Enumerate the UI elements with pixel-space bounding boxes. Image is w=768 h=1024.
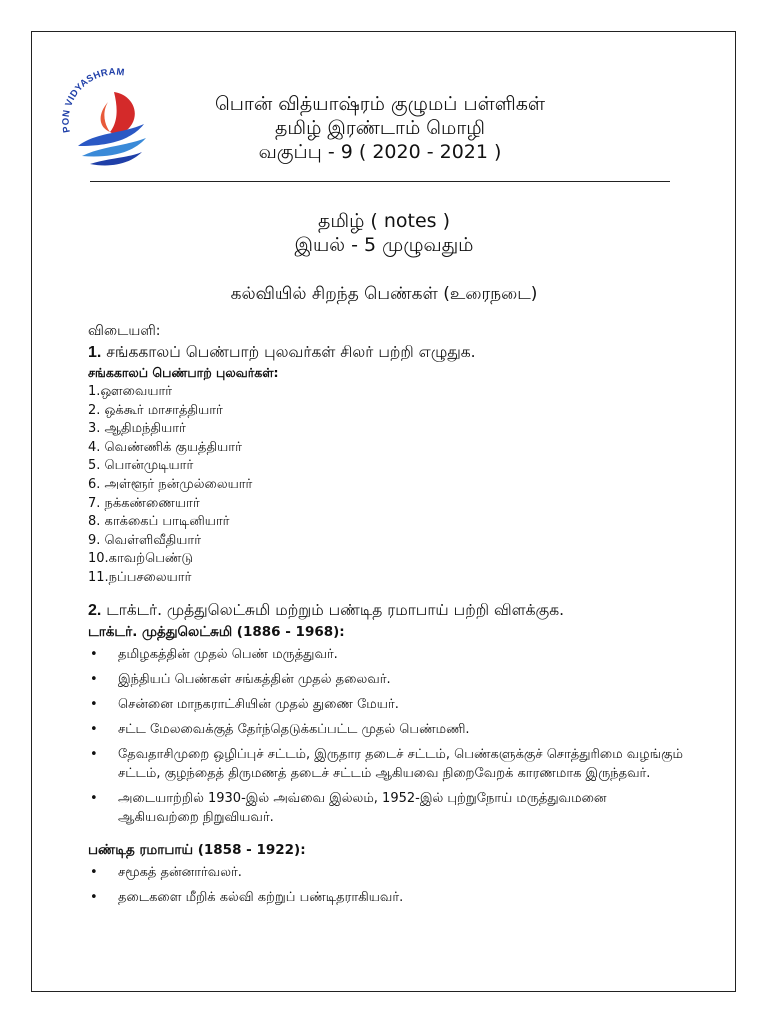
answers-content (88, 322, 688, 913)
essay-title: கல்வியில் சிறந்த பெண்கள் (உரைநடை) (230, 284, 538, 304)
list-item (88, 863, 688, 882)
school-header (200, 92, 560, 164)
point-text: தடைகளை மீறிக் கல்வி கற்றுப் பண்டிதராகியவர். (118, 889, 404, 905)
list-item (88, 670, 688, 689)
list-item (88, 695, 688, 714)
list-item: 11.நப்பசலையார் (88, 569, 192, 585)
list-item (88, 789, 688, 827)
answer-label: விடையளி: (88, 323, 161, 339)
list-item: 8. காக்கைப் பாடினியார் (88, 514, 230, 530)
list-item (88, 645, 688, 664)
bullet-icon: • (90, 721, 98, 737)
list-item: 1.ஔவையார் (88, 384, 173, 399)
poet-list (88, 383, 688, 588)
list-item (88, 720, 688, 739)
question-2-number: 2. (88, 601, 102, 619)
bullet-icon: • (90, 790, 98, 806)
list-item (88, 745, 688, 783)
point-text: அடையாற்றில் 1930-இல் அவ்வை இல்லம், 1952-இல் புற்றுநோய் மருத்துவமனை ஆகியவற்றை நிறுவியவர். (118, 790, 607, 825)
bullet-icon: • (90, 746, 98, 762)
list-item: 3. ஆதிமந்தியார் (88, 421, 186, 437)
muthulakshmi-title: டாக்டர். முத்துலெட்சுமி (1886 - 1968): (88, 623, 345, 640)
muthulakshmi-points (88, 645, 688, 827)
list-item: 9. வெள்ளிவீதியார் (88, 532, 202, 548)
unit-title: இயல் - 5 முழுவதும் (294, 234, 474, 256)
logo-text-path: PON VIDYASHRAM (60, 66, 126, 134)
notes-heading (0, 209, 768, 257)
school-logo (52, 62, 172, 172)
question-2-text: டாக்டர். முத்துலெட்சுமி மற்றும் பண்டித ரமாபாய் பற்றி விளக்குக. (106, 600, 565, 619)
list-item: 6. அள்ளூர் நன்முல்லையார் (88, 476, 253, 492)
bullet-icon: • (90, 864, 98, 880)
bullet-icon: • (90, 646, 98, 662)
point-text: சென்னை மாநகராட்சியின் முதல் துணை மேயர். (118, 696, 399, 712)
list-item (88, 888, 688, 907)
ramabai-points (88, 863, 688, 907)
list-item: 7. நக்கண்ணையார் (88, 495, 200, 511)
notes-title: தமிழ் ( notes ) (317, 210, 451, 232)
list-item: 5. பொன்முடியார் (88, 458, 194, 474)
list-item: 4. வெண்ணிக் குயத்தியார் (88, 439, 242, 455)
logo-flame-shape (110, 92, 135, 134)
question-1 (88, 342, 688, 363)
point-text: தேவதாசிமுறை ஒழிப்புச் சட்டம், இருதார தடைச் சட்டம், பெண்களுக்குச் சொத்துரிமை வழங்கும் சட்டம், குழந்தைத் திருமணத் தடைச் சட்டம் ஆகியவை நிறைவேறக் காரணமாக இருந்தவர். (118, 746, 684, 781)
bullet-icon: • (90, 889, 98, 905)
header-divider (90, 181, 670, 182)
point-text: தமிழகத்தின் முதல் பெண் மருத்துவர். (118, 646, 338, 662)
ramabai-title: பண்டித ரமாபாய் (1858 - 1922): (88, 841, 306, 858)
class-year: வகுப்பு - 9 ( 2020 - 2021 ) (258, 141, 502, 163)
list-item: 10.காவற்பெண்டு (88, 551, 194, 567)
point-text: சட்ட மேலவைக்குத் தேர்ந்தெடுக்கப்பட்ட முதல் பெண்மணி. (118, 721, 470, 737)
question-2 (88, 600, 688, 621)
question-1-text: சங்ககாலப் பெண்பாற் புலவர்கள் சிலர் பற்றி எழுதுக. (106, 343, 476, 361)
subject-name: தமிழ் இரண்டாம் மொழி (275, 117, 485, 139)
question-1-number: 1. (88, 344, 102, 361)
bullet-icon: • (90, 671, 98, 687)
list-item: 2. ஒக்கூர் மாசாத்தியார் (88, 402, 223, 418)
point-text: இந்தியப் பெண்கள் சங்கத்தின் முதல் தலைவர். (118, 671, 391, 687)
point-text: சமூகத் தன்னார்வலர். (118, 864, 242, 880)
bullet-icon: • (90, 696, 98, 712)
poets-subtitle: சங்ககாலப் பெண்பாற் புலவர்கள்: (88, 365, 279, 380)
school-name: பொன் வித்யாஷ்ரம் குழுமப் பள்ளிகள் (214, 93, 546, 115)
logo-flame-inner (101, 102, 110, 132)
